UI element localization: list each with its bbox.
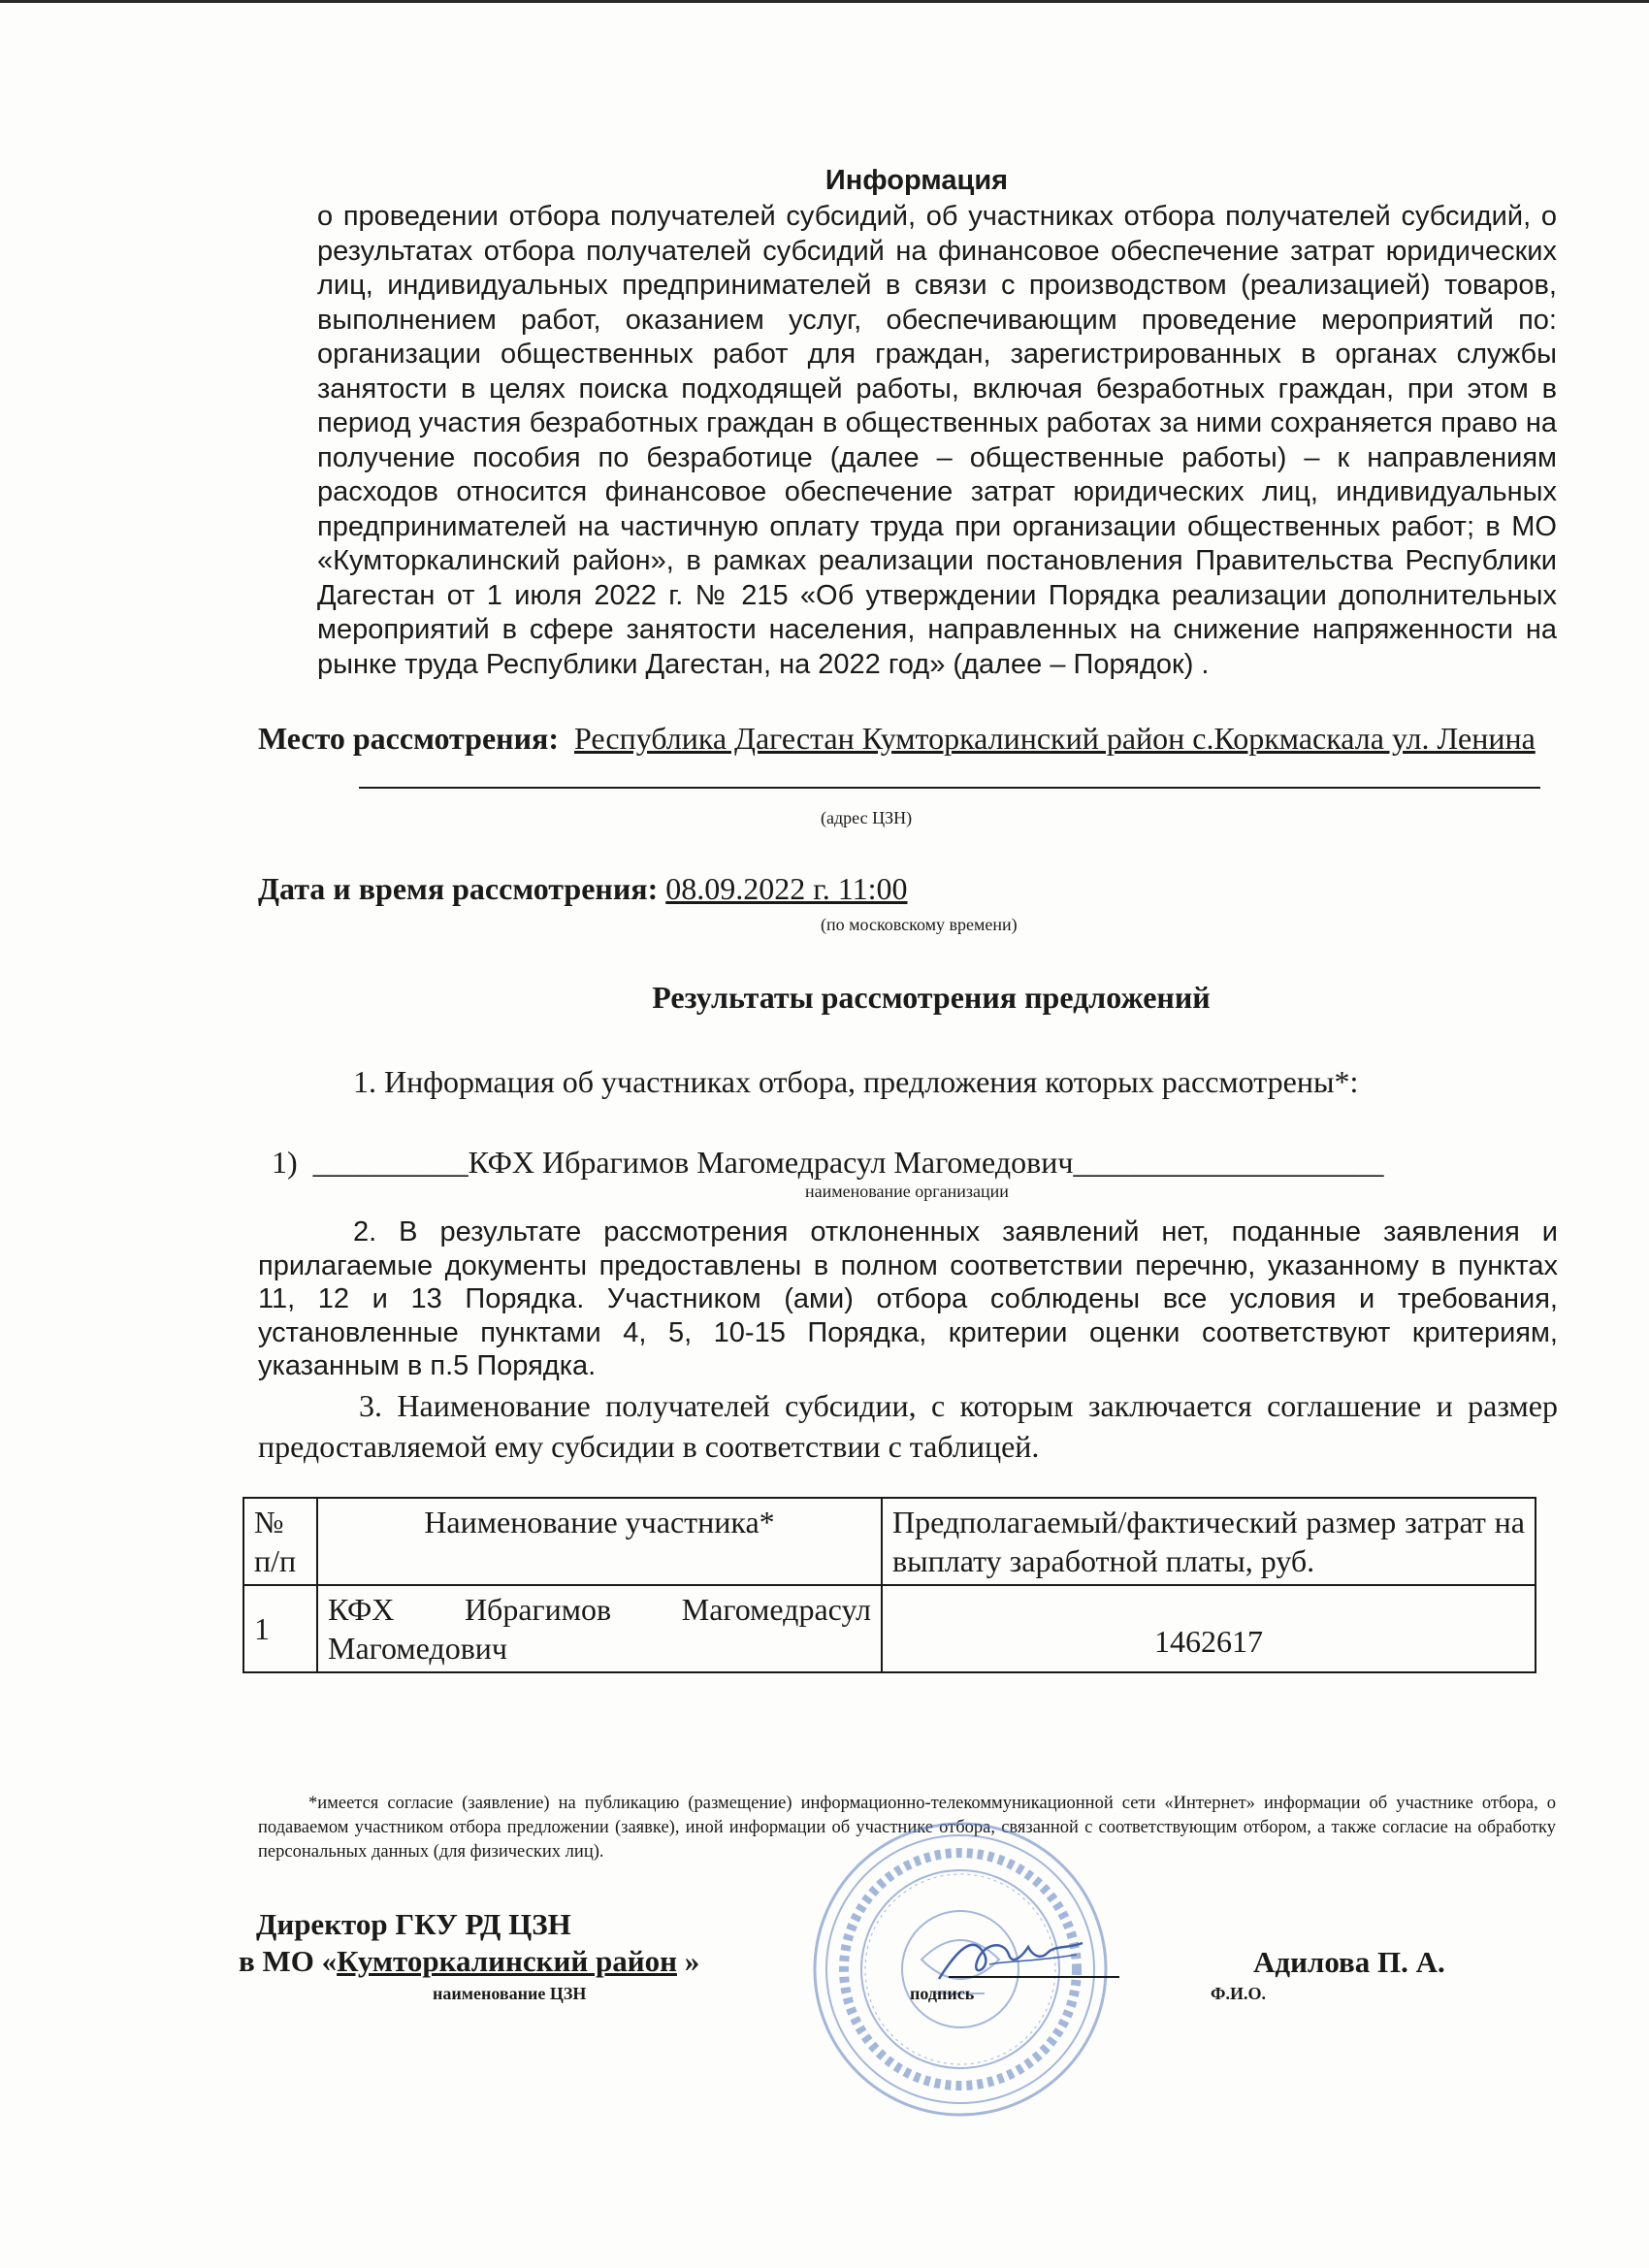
participant-number: 1) — [272, 1145, 298, 1180]
table-header-row — [243, 1498, 1536, 1585]
position-suffix: » — [676, 1944, 700, 1978]
table-row — [243, 1585, 1536, 1672]
place-caption: (адрес ЦЗН) — [821, 808, 913, 827]
participant-caption: наименование организации — [805, 1182, 1009, 1201]
table-header-cell: Наименование участника* — [317, 1498, 882, 1585]
datetime-value: 08.09.2022 г. 11:00 — [665, 871, 908, 906]
datetime-label: Дата и время рассмотрения: — [258, 871, 659, 906]
position-district: Кумторкалинский район — [337, 1944, 677, 1978]
signatory-position — [239, 1906, 699, 1980]
table-cell-number: 1 — [243, 1585, 317, 1672]
table-header-cell: № п/п — [243, 1498, 317, 1585]
place-section — [258, 718, 1538, 759]
document-title: Информация — [824, 165, 1009, 196]
footnote: *имеется согласие (заявление) на публикацию (размещение) информационно-телекоммуникационной сети «Интернет» информации об участнике отбора, о подаваемом участником отбора предложении (заявке), иной информации об участнике отбора, связанной с соответствующим отбором, а также согласие на обработку персональных данных (для физических лиц). — [258, 1794, 1556, 1862]
position-line-2 — [239, 1943, 699, 1980]
datetime-caption: (по московскому времени) — [821, 915, 1018, 934]
table-cell-name: КФХ Ибрагимов Магомедрасул Магомедович — [317, 1585, 882, 1672]
place-value: Республика Дагестан Кумторкалинский район с.Коркмаскала ул. Ленина — [573, 721, 1536, 756]
place-label: Место рассмотрения: — [258, 721, 559, 756]
table-cell-amount: 1462617 — [882, 1585, 1536, 1672]
sign-caption: подпись — [910, 1984, 975, 2003]
intro-paragraph: о проведении отбора получателей субсидий, об участниках отбора получателей субсидий, о результатах отбора получателей субсидий на финансовое обеспечение затрат юридических лиц, индивидуальных предпринимателей в связи с производством (реализацией) товаров, выполнением работ, оказанием услуг, обеспечивающим проведение мероприятий по: организации общественных работ для граждан, зарегистрированных в органах службы занятости в целях поиска подходящей работы, включая безработных граждан, при этом в период участия безработных граждан в общественных работах за ними сохраняется право на получение пособия по безработице (далее – общественные работы) – к направлениям расходов относится финансовое обеспечение затрат юридических лиц, индивидуальных предпринимателей на частичную оплату труда при организации общественных работ; в МО «Кумторкалинский район», в рамках реализации постановления Правительства Республики Дагестан от 1 июля 2022 г. № 215 «Об утверждении Порядка реализации дополнительных мероприятий в сфере занятости населения, направленных на снижение напряженности на рынке труда Республики Дагестан, на 2022 год» (далее – Порядок) . — [317, 201, 1557, 680]
results-heading: Результаты рассмотрения предложений — [652, 980, 1211, 1015]
scan-top-edge — [0, 0, 1649, 3]
signature-line — [949, 1976, 1119, 1978]
participant-line: 1) __________КФХ Ибрагимов Магомедрасул Магомедович____________________ — [272, 1145, 1384, 1180]
item-2-text: 2. В результате рассмотрения отклоненных заявлений нет, поданные заявления и прилагаемые документы предоставлены в полном соответствии перечню, указанному в пунктах 11, 12 и 13 Порядка. Участником (ами) отбора соблюдены все условия и требования, установленные пунктами 4, 5, 10-15 Порядка, критерии оценки соответствуют критериям, указанным в п.5 Порядка. — [258, 1216, 1558, 1381]
place-underline — [359, 787, 1540, 789]
recipients-table — [242, 1497, 1536, 1673]
signer-name: Адилова П. А. — [1253, 1945, 1445, 1979]
table-header-cell: Предполагаемый/фактический размер затрат на выплату заработной платы, руб. — [882, 1498, 1536, 1585]
participant-name: КФХ Ибрагимов Магомедрасул Магомедович — [468, 1145, 1074, 1180]
datetime-section — [258, 871, 907, 907]
fio-caption: Ф.И.О. — [1211, 1984, 1266, 2003]
name-caption: наименование ЦЗН — [433, 1984, 587, 2003]
position-prefix: в МО « — [239, 1944, 338, 1978]
item-3-text: 3. Наименование получателей субсидии, с которым заключается соглашение и размер предоставляемой ему субсидии в соответствии с таблицей. — [258, 1388, 1558, 1464]
item-1-text: 1. Информация об участниках отбора, предложения которых рассмотрены*: — [353, 1064, 1359, 1099]
position-line-1: Директор ГКУ РД ЦЗН — [256, 1907, 571, 1941]
